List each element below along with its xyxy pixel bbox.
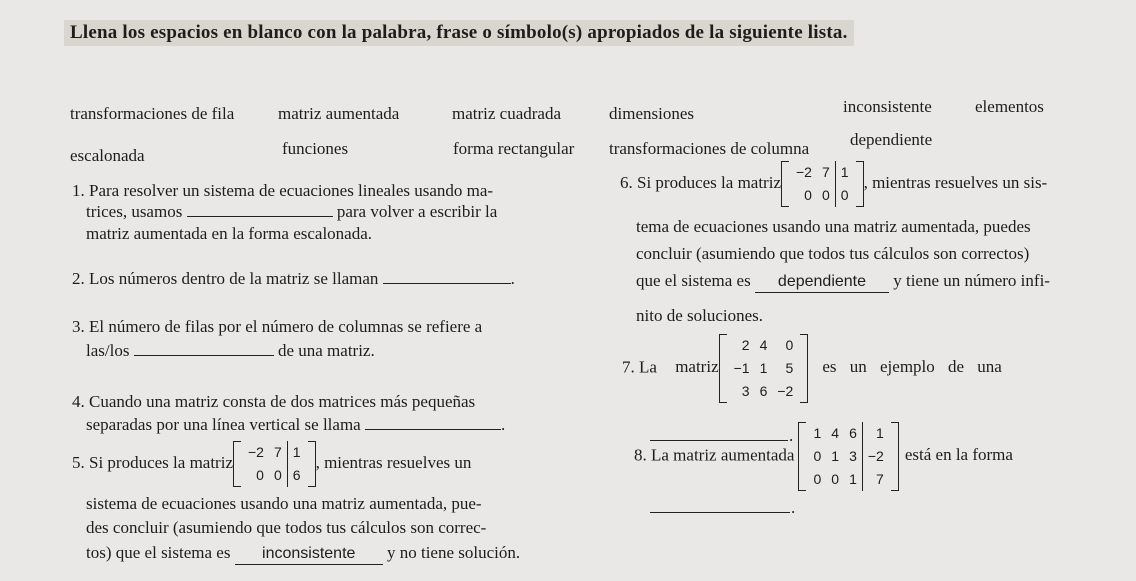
matrix-cell: 0 <box>821 187 830 203</box>
q5-text: , mientras resuelves un <box>315 452 472 472</box>
q2-blank[interactable] <box>383 269 511 284</box>
matrix-cell: −1 <box>733 360 750 376</box>
q2-text: 2. Los números dentro de la matriz se llaman <box>72 269 379 288</box>
word-bank-item: inconsistente <box>843 97 932 116</box>
q4-text: separadas por una línea vertical se llama <box>86 415 361 434</box>
q6-text: 6. Si produces la matriz <box>620 172 781 192</box>
q2-line <box>72 268 515 289</box>
q5-answer[interactable]: inconsistente <box>235 546 383 565</box>
q5-matrix <box>233 441 316 487</box>
q8-line <box>634 422 1013 491</box>
word-bank-item: forma rectangular <box>453 139 575 158</box>
q1-blank[interactable] <box>187 202 333 217</box>
q7-text: 7. La <box>622 357 657 377</box>
right-bracket <box>891 422 899 491</box>
q6-text: y tiene un número infi- <box>893 271 1050 290</box>
q6-line1 <box>620 161 1047 207</box>
matrix-cell: 0 <box>813 471 822 487</box>
left-bracket <box>798 422 806 491</box>
matrix-cell: 1 <box>813 425 822 441</box>
matrix-cell: 1 <box>287 441 305 464</box>
q5-text: 5. Si produces la matriz <box>72 452 233 472</box>
matrix-cell: 6 <box>287 464 305 487</box>
right-bracket <box>308 441 316 487</box>
word-bank-item: dependiente <box>850 130 933 149</box>
matrix-cell: −2 <box>777 383 794 399</box>
q8-end: . <box>791 498 796 517</box>
matrix-cell: 0 <box>256 467 264 483</box>
word-bank-item: transformaciones de fila <box>70 104 235 123</box>
q5-line3: des concluir (asumiendo que todos tus cálculos son correc- <box>86 518 487 537</box>
q4-end: . <box>500 415 506 434</box>
matrix-cell: 0 <box>273 467 282 483</box>
matrix-cell: 7 <box>862 468 888 491</box>
right-bracket <box>800 334 808 403</box>
matrix-cell: −2 <box>796 164 812 180</box>
q6-matrix <box>781 161 864 207</box>
q7-line <box>622 334 1002 403</box>
matrix-cell: −2 <box>248 444 264 460</box>
matrix-cell: 4 <box>831 425 840 441</box>
q8-text: 8. La matriz aumentada <box>634 445 795 465</box>
q6-text: que el sistema es <box>636 271 751 290</box>
q5-text: y no tiene solución. <box>386 543 521 562</box>
q6-line2: tema de ecuaciones usando una matriz aumentada, puedes <box>636 217 1031 236</box>
matrix-cell: 4 <box>759 337 768 353</box>
matrix-cell: 0 <box>804 187 812 203</box>
left-bracket <box>781 161 789 207</box>
matrix-cell: 6 <box>759 383 768 399</box>
matrix-cell: 0 <box>813 448 822 464</box>
q2-end: . <box>510 269 515 288</box>
matrix-cell: 3 <box>849 448 857 464</box>
q6-text: , mientras resuelves un sis- <box>863 172 1048 192</box>
word-bank-item: transformaciones de columna <box>609 139 810 158</box>
q4-blank[interactable] <box>365 415 501 430</box>
matrix-cell: 7 <box>273 444 282 460</box>
q7-end: . <box>789 426 794 445</box>
q1-line2 <box>86 201 497 222</box>
q3-line1: 3. El número de filas por el número de columnas se refiere a <box>72 317 483 336</box>
q6-answer[interactable]: dependiente <box>755 274 889 293</box>
q7-text: es un ejemplo de una <box>822 357 1002 377</box>
matrix-cell: 3 <box>741 383 750 399</box>
matrix-cell: 0 <box>835 184 853 207</box>
q5-line4 <box>86 542 520 565</box>
word-bank-item: matriz cuadrada <box>452 104 562 123</box>
word-bank-item: funciones <box>282 139 349 158</box>
left-bracket <box>719 334 727 403</box>
q3-line2 <box>86 340 375 361</box>
q5-line1 <box>72 441 471 487</box>
matrix-cell: 6 <box>849 425 857 441</box>
matrix-cell: 1 <box>759 360 768 376</box>
q6-line3: concluir (asumiendo que todos tus cálculos son correctos) <box>636 244 1030 263</box>
q4-line2 <box>86 414 505 435</box>
left-bracket <box>233 441 241 487</box>
matrix-cell: 7 <box>821 164 830 180</box>
matrix-cell: 1 <box>831 448 840 464</box>
matrix-cell: 1 <box>835 161 853 184</box>
q6-line4 <box>636 270 1050 293</box>
q3-blank[interactable] <box>134 341 274 356</box>
q7-text: matriz <box>675 357 719 377</box>
q8-blank[interactable] <box>650 512 790 513</box>
word-bank-item: dimensiones <box>609 104 694 123</box>
right-bracket <box>856 161 864 207</box>
matrix-cell: 2 <box>741 337 750 353</box>
q8-matrix <box>798 422 898 491</box>
matrix-cell: 5 <box>785 360 794 376</box>
q1-line1: 1. Para resolver un sistema de ecuaciones lineales usando ma- <box>72 181 494 200</box>
matrix-cell: 0 <box>831 471 840 487</box>
word-bank-item: escalonada <box>70 146 145 165</box>
q8-text: está en la forma <box>904 445 1013 465</box>
q6-line5: nito de soluciones. <box>636 306 764 325</box>
word-bank-item: matriz aumentada <box>278 104 400 123</box>
matrix-cell: −2 <box>862 445 888 468</box>
q4-line1: 4. Cuando una matriz consta de dos matrices más pequeñas <box>72 392 476 411</box>
matrix-cell: 1 <box>849 471 857 487</box>
q1-text: para volver a escribir la <box>336 202 498 221</box>
q5-line2: sistema de ecuaciones usando una matriz aumentada, pue- <box>86 494 482 513</box>
q3-text: las/los <box>86 341 130 360</box>
word-bank-item: elementos <box>975 97 1044 116</box>
matrix-cell: 0 <box>785 337 794 353</box>
q1-text: trices, usamos <box>86 202 183 221</box>
matrix-cell: 1 <box>862 422 888 445</box>
q1-line3: matriz aumentada en la forma escalonada. <box>86 224 373 243</box>
q7-matrix <box>719 334 809 403</box>
q5-text: tos) que el sistema es <box>86 543 231 562</box>
q3-text: de una matriz. <box>277 341 375 360</box>
page-title: Llena los espacios en blanco con la palabra, frase o símbolo(s) apropiados de la siguiente lista. <box>64 20 854 46</box>
